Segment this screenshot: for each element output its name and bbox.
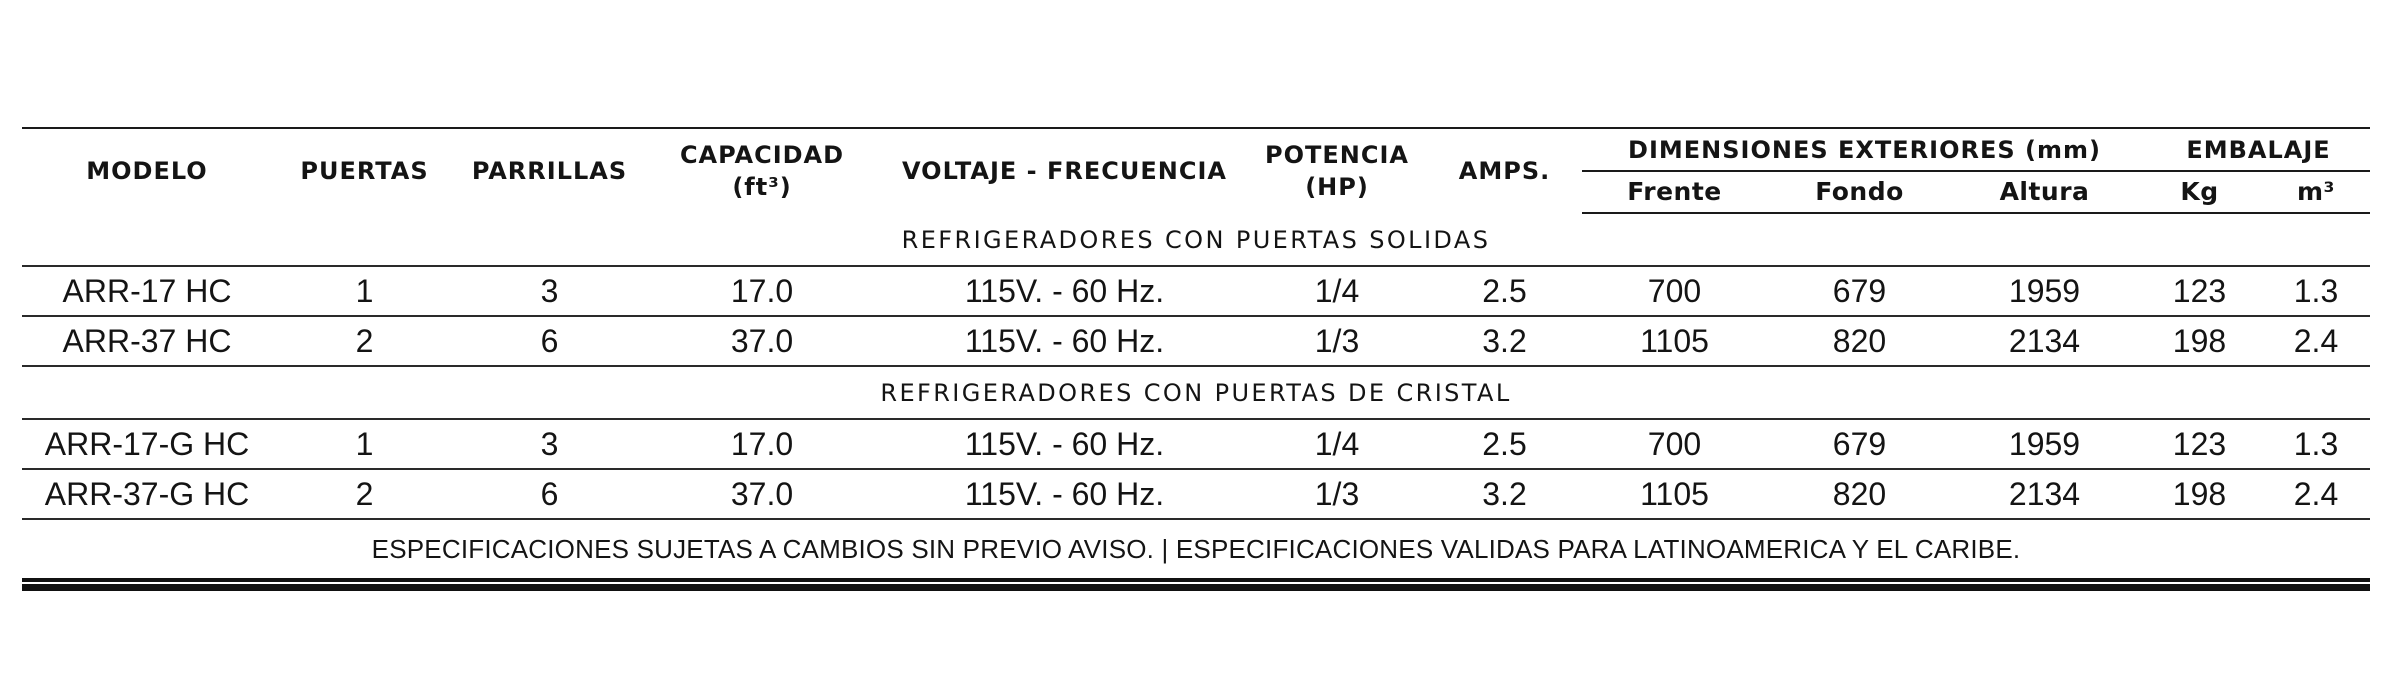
cell-amps: 3.2 — [1427, 316, 1582, 366]
cell-amps: 2.5 — [1427, 266, 1582, 316]
header-capacidad — [642, 128, 882, 213]
header-puertas: PUERTAS — [272, 128, 457, 213]
section-row — [22, 213, 2370, 266]
header-amps: AMPS. — [1427, 128, 1582, 213]
header-fondo: Fondo — [1767, 171, 1952, 213]
section-title: REFRIGERADORES CON PUERTAS DE CRISTAL — [22, 366, 2370, 419]
cell-puertas: 2 — [272, 469, 457, 519]
cell-fondo: 679 — [1767, 419, 1952, 469]
table-row — [22, 469, 2370, 519]
cell-modelo: ARR-17 HC — [22, 266, 272, 316]
cell-parrillas: 3 — [457, 419, 642, 469]
header-frente: Frente — [1582, 171, 1767, 213]
cell-m3: 1.3 — [2262, 419, 2370, 469]
table-row — [22, 266, 2370, 316]
header-altura: Altura — [1952, 171, 2137, 213]
cell-modelo: ARR-37-G HC — [22, 469, 272, 519]
header-voltaje: VOLTAJE - FRECUENCIA — [882, 128, 1247, 213]
cell-potencia: 1/3 — [1247, 316, 1427, 366]
section-row — [22, 366, 2370, 419]
header-m3: m³ — [2262, 171, 2370, 213]
cell-frente: 700 — [1582, 266, 1767, 316]
cell-kg: 198 — [2137, 469, 2262, 519]
header-capacidad-label: CAPACIDAD — [679, 141, 845, 169]
cell-parrillas: 6 — [457, 469, 642, 519]
cell-kg: 198 — [2137, 316, 2262, 366]
cell-kg: 123 — [2137, 419, 2262, 469]
cell-m3: 2.4 — [2262, 316, 2370, 366]
header-potencia-label: POTENCIA — [1265, 141, 1409, 169]
cell-fondo: 679 — [1767, 266, 1952, 316]
cell-potencia: 1/4 — [1247, 266, 1427, 316]
cell-m3: 2.4 — [2262, 469, 2370, 519]
specifications-table — [22, 127, 2370, 582]
cell-altura: 2134 — [1952, 316, 2137, 366]
cell-frente: 1105 — [1582, 469, 1767, 519]
cell-puertas: 1 — [272, 419, 457, 469]
header-dimensiones — [1582, 128, 2137, 171]
table-header — [22, 128, 2370, 213]
header-embalaje — [2137, 128, 2370, 171]
cell-fondo: 820 — [1767, 469, 1952, 519]
footer-row — [22, 519, 2370, 580]
table-row — [22, 316, 2370, 366]
header-potencia — [1247, 128, 1427, 213]
cell-kg: 123 — [2137, 266, 2262, 316]
header-modelo: MODELO — [22, 128, 272, 213]
cell-voltaje: 115V. - 60 Hz. — [882, 266, 1247, 316]
cell-amps: 3.2 — [1427, 469, 1582, 519]
header-capacidad-unit: (ft³) — [732, 173, 792, 201]
cell-frente: 1105 — [1582, 316, 1767, 366]
header-parrillas: PARRILLAS — [457, 128, 642, 213]
table-row — [22, 419, 2370, 469]
cell-puertas: 1 — [272, 266, 457, 316]
table-body — [22, 213, 2370, 580]
cell-altura: 1959 — [1952, 266, 2137, 316]
cell-capacidad: 17.0 — [642, 266, 882, 316]
cell-m3: 1.3 — [2262, 266, 2370, 316]
cell-capacidad: 37.0 — [642, 316, 882, 366]
cell-amps: 2.5 — [1427, 419, 1582, 469]
cell-voltaje: 115V. - 60 Hz. — [882, 469, 1247, 519]
cell-parrillas: 3 — [457, 266, 642, 316]
cell-voltaje: 115V. - 60 Hz. — [882, 419, 1247, 469]
header-kg: Kg — [2137, 171, 2262, 213]
cell-capacidad: 37.0 — [642, 469, 882, 519]
bottom-rule — [22, 584, 2370, 591]
cell-altura: 2134 — [1952, 469, 2137, 519]
cell-modelo: ARR-37 HC — [22, 316, 272, 366]
cell-fondo: 820 — [1767, 316, 1952, 366]
cell-potencia: 1/3 — [1247, 469, 1427, 519]
cell-voltaje: 115V. - 60 Hz. — [882, 316, 1247, 366]
section-title: REFRIGERADORES CON PUERTAS SOLIDAS — [22, 213, 2370, 266]
cell-frente: 700 — [1582, 419, 1767, 469]
cell-modelo: ARR-17-G HC — [22, 419, 272, 469]
header-dimensiones-label: DIMENSIONES EXTERIORES (mm) — [1628, 135, 2101, 164]
cell-capacidad: 17.0 — [642, 419, 882, 469]
cell-parrillas: 6 — [457, 316, 642, 366]
footer-note: ESPECIFICACIONES SUJETAS A CAMBIOS SIN PREVIO AVISO. | ESPECIFICACIONES VALIDAS PARA LATINOAMERICA Y EL CARIBE. — [22, 519, 2370, 580]
header-embalaje-label: EMBALAJE — [2186, 135, 2331, 164]
cell-altura: 1959 — [1952, 419, 2137, 469]
header-potencia-unit: (HP) — [1305, 173, 1369, 201]
cell-puertas: 2 — [272, 316, 457, 366]
cell-potencia: 1/4 — [1247, 419, 1427, 469]
